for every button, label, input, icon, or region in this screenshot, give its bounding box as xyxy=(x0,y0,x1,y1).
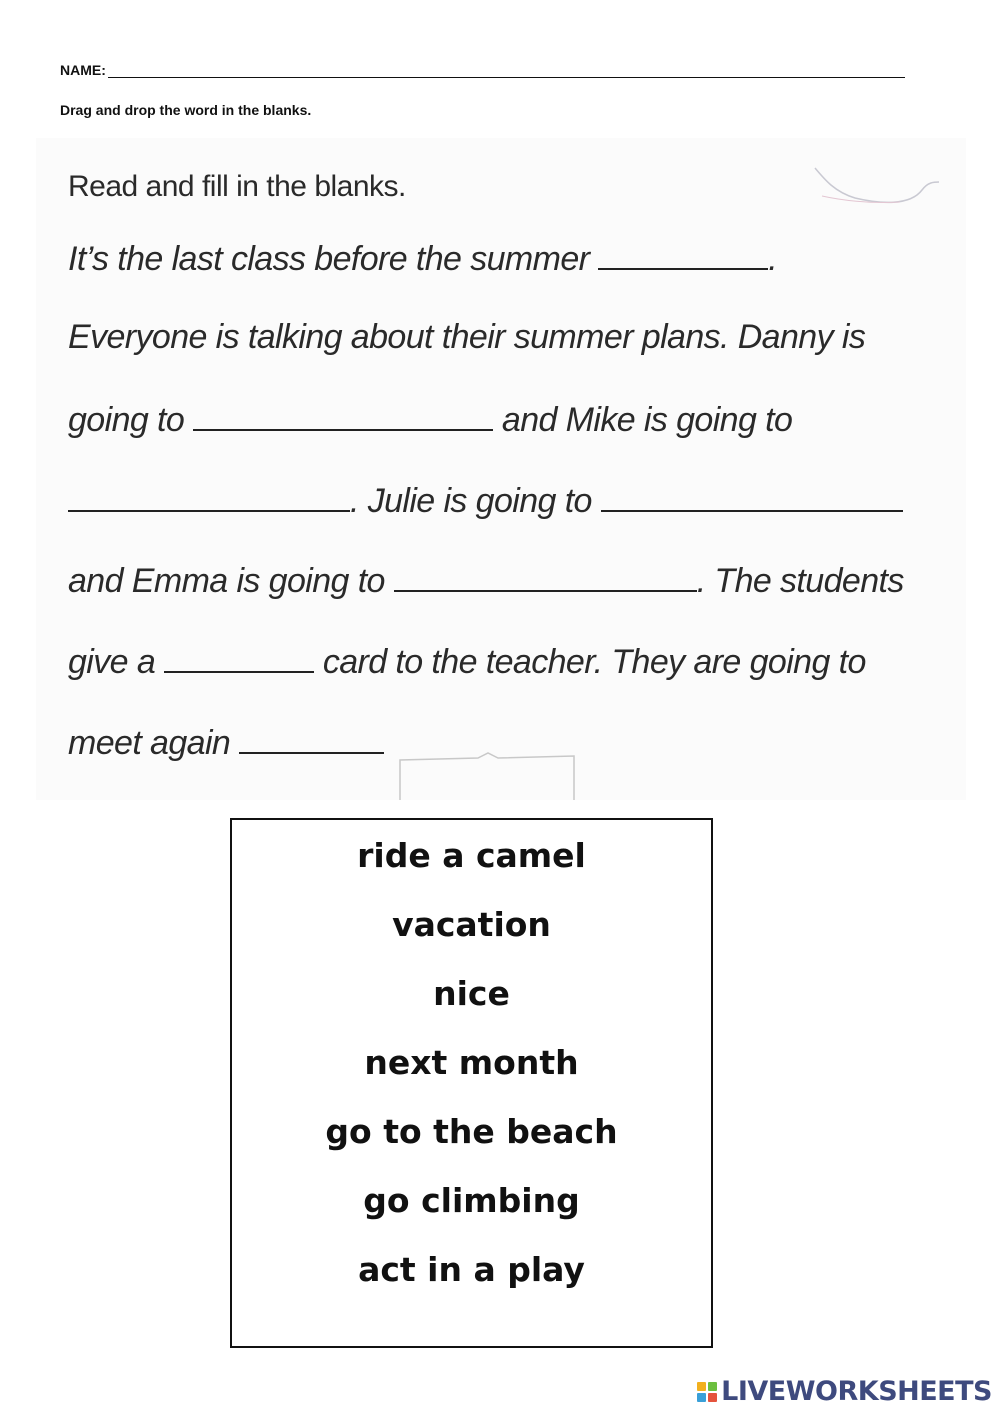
logo-square xyxy=(708,1382,717,1391)
blank-5[interactable] xyxy=(394,560,697,592)
logo-square xyxy=(708,1393,717,1402)
brand-name: LIVEWORKSHEETS xyxy=(721,1376,992,1407)
sentence-line-2: Everyone is talking about their summer plans. Danny is xyxy=(68,318,866,356)
blank-2[interactable] xyxy=(193,399,493,431)
name-underline xyxy=(108,63,905,78)
logo-square xyxy=(697,1393,706,1402)
sentence-line-6: give a card to the teacher. They are going to xyxy=(68,643,866,681)
word-tile[interactable]: next month xyxy=(364,1043,579,1082)
sentence-line-1: It’s the last class before the summer . xyxy=(68,240,778,278)
word-tile[interactable]: vacation xyxy=(392,905,551,944)
sentence-line-3: going to and Mike is going to xyxy=(68,401,793,439)
blank-3[interactable] xyxy=(68,480,350,512)
blank-6[interactable] xyxy=(164,641,314,673)
name-field xyxy=(60,62,905,78)
exercise-title: Read and fill in the blanks. xyxy=(68,170,406,203)
word-tile[interactable]: go climbing xyxy=(363,1181,580,1220)
sentence-line-5: and Emma is going to . The students xyxy=(68,562,904,600)
word-tile[interactable]: nice xyxy=(433,974,510,1013)
word-tile[interactable]: act in a play xyxy=(358,1250,585,1289)
liveworksheets-brand xyxy=(697,1376,992,1407)
word-tile[interactable]: ride a camel xyxy=(357,836,586,875)
blank-7[interactable] xyxy=(239,722,384,754)
sentence-line-7: meet again xyxy=(68,722,384,763)
name-label: NAME: xyxy=(60,62,106,78)
blank-1[interactable] xyxy=(598,238,768,270)
word-tile[interactable]: go to the beach xyxy=(325,1112,618,1151)
sentence-line-4: . Julie is going to xyxy=(68,480,903,521)
logo-square xyxy=(697,1382,706,1391)
scan-smudge xyxy=(810,160,940,215)
blank-4[interactable] xyxy=(601,480,903,512)
instruction-text: Drag and drop the word in the blanks. xyxy=(60,102,312,118)
scan-frame-fragment xyxy=(398,750,578,800)
liveworksheets-logo-icon xyxy=(697,1382,717,1402)
word-bank xyxy=(230,818,713,1348)
